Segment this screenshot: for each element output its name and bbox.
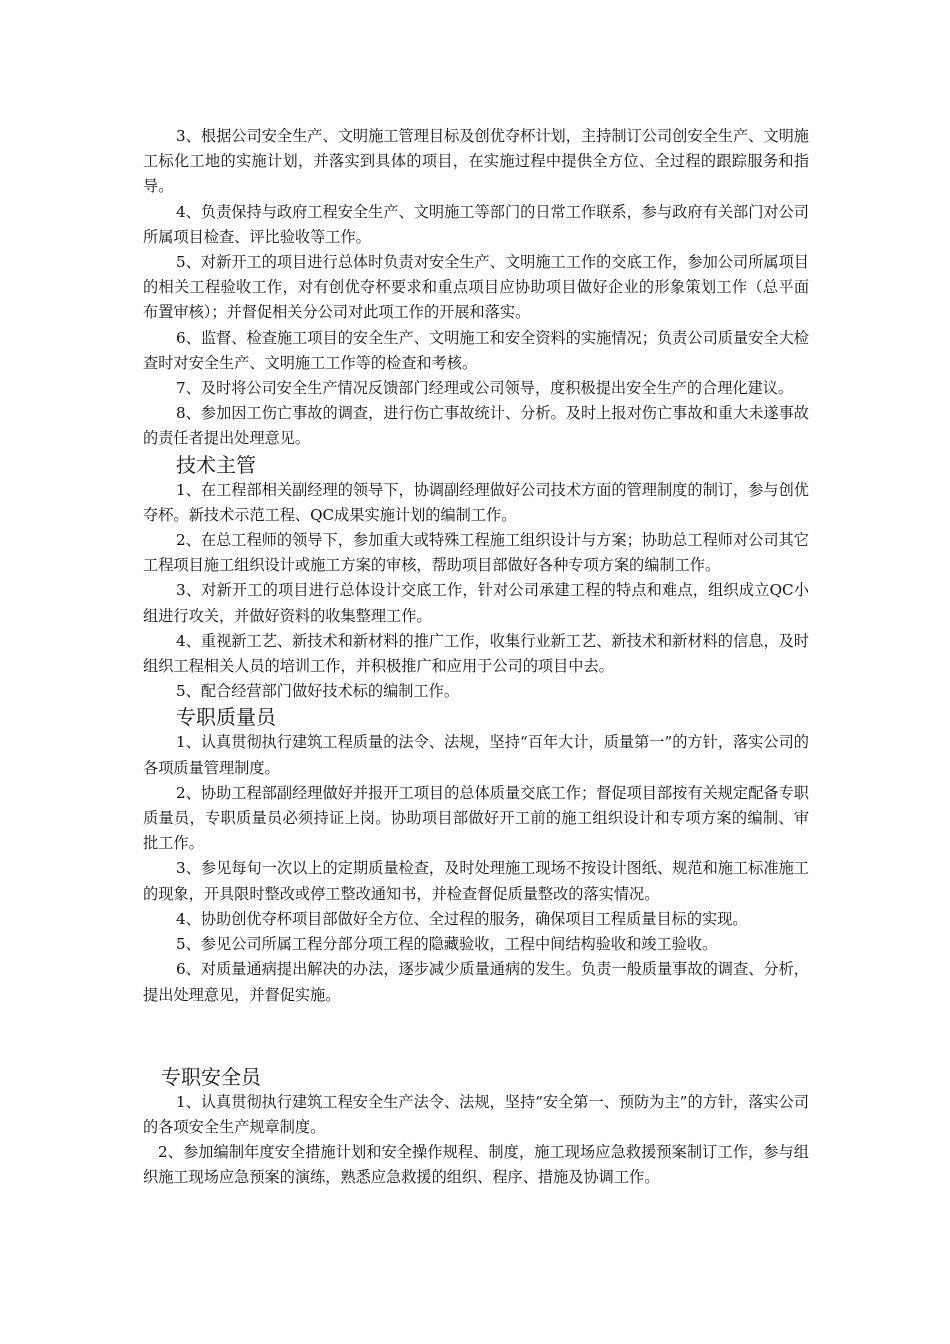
paragraph: 4、协助创优夺杯项目部做好全方位、全过程的服务，确保项目工程质量目标的实现。 <box>176 909 748 928</box>
section-heading-safety-officer: 专职安全员 <box>161 1064 261 1089</box>
section-safety-officer <box>143 1064 809 1191</box>
paragraph: 1、认真贯彻执行建筑工程质量的法令、法规，坚持“百年大计，质量第一”的方针，落实公司的各项质量管理制度。 <box>143 733 809 777</box>
paragraph: 1、认真贯彻执行建筑工程安全生产法令、法规，坚持“安全第一、预防为主”的方针，落实公司的各项安全生产规章制度。 <box>143 1092 809 1136</box>
paragraph: 5、参见公司所属工程分部分项工程的隐藏验收，工程中间结构验收和竣工验收。 <box>176 935 718 954</box>
section-safety-manager-tail <box>143 124 809 452</box>
section-quality <box>143 704 809 1007</box>
paragraph: 3、对新开工的项目进行总体设计交底工作，针对公司承建工程的特点和难点，组织成立QC小组进行攻关，并做好资料的收集整理工作。 <box>143 581 809 625</box>
paragraph: 2、协助工程部副经理做好并报开工项目的总体质量交底工作；督促项目部按有关规定配备专职质量员，专职质量员必须持证上岗。协助项目部做好开工前的施工组织设计和专项方案的编制、审批工作。 <box>143 783 809 853</box>
paragraph: 3、参见每旬一次以上的定期质量检查，及时处理施工现场不按设计图纸、规范和施工标准施工的现象，开具限时整改或停工整改通知书，并检查督促质量整改的落实情况。 <box>143 859 809 903</box>
paragraph: 5、对新开工的项目进行总体时负责对安全生产、文明施工工作的交底工作，参加公司所属项目的相关工程验收工作，对有创优夺杯要求和重点项目应协助项目做好企业的形象策划工作（总平面布置审核）；并督促相关分公司对此项工作的开展和落实。 <box>143 253 809 322</box>
paragraph: 4、负责保持与政府工程安全生产、文明施工等部门的日常工作联系，参与政府有关部门对公司所属项目检查、评比验收等工作。 <box>143 202 809 246</box>
document-body <box>143 124 809 1191</box>
paragraph: 1、在工程部相关副经理的领导下，协调副经理做好公司技术方面的管理制度的制订，参与创优夺杯。新技术示范工程、QC成果实施计划的编制工作。 <box>143 480 809 524</box>
paragraph: 2、在总工程师的领导下，参加重大或特殊工程施工组织设计与方案；协助总工程师对公司其它工程项目施工组织设计或施工方案的审核，帮助项目部做好各种专项方案的编制工作。 <box>143 531 809 575</box>
section-heading-tech: 技术主管 <box>176 452 256 477</box>
paragraph: 6、对质量通病提出解决的办法，逐步减少质量通病的发生。负责一般质量事故的调查、分析，提出处理意见，并督促实施。 <box>143 960 809 1004</box>
section-heading-quality: 专职质量员 <box>176 705 276 730</box>
paragraph: 6、监督、检查施工项目的安全生产、文明施工和安全资料的实施情况；负责公司质量安全大检查时对安全生产、文明施工工作等的检查和考核。 <box>143 328 809 372</box>
paragraph: 8、参加因工伤亡事故的调查，进行伤亡事故统计、分析。及时上报对伤亡事故和重大未遂事故的责任者提出处理意见。 <box>143 404 809 448</box>
paragraph: 2、参加编制年度安全措施计划和安全操作规程、制度，施工现场应急救援预案制订工作，参与组织施工现场应急预案的演练，熟悉应急救援的组织、程序、措施及协调工作。 <box>143 1143 809 1187</box>
paragraph: 3、根据公司安全生产、文明施工管理目标及创优夺杯计划，主持制订公司创安全生产、文明施工标化工地的实施计划，并落实到具体的项目，在实施过程中提供全方位、全过程的跟踪服务和指导。 <box>143 127 809 196</box>
paragraph: 4、重视新工艺、新技术和新材料的推广工作，收集行业新工艺、新技术和新材料的信息，及时组织工程相关人员的培训工作，并积极推广和应用于公司的项目中去。 <box>143 631 809 676</box>
section-tech <box>143 452 809 705</box>
paragraph: 5、配合经营部门做好技术标的编制工作。 <box>176 682 460 701</box>
blank-gap <box>143 1008 809 1064</box>
paragraph: 7、及时将公司安全生产情况反馈部门经理或公司领导，度积极提出安全生产的合理化建议。 <box>176 379 794 398</box>
